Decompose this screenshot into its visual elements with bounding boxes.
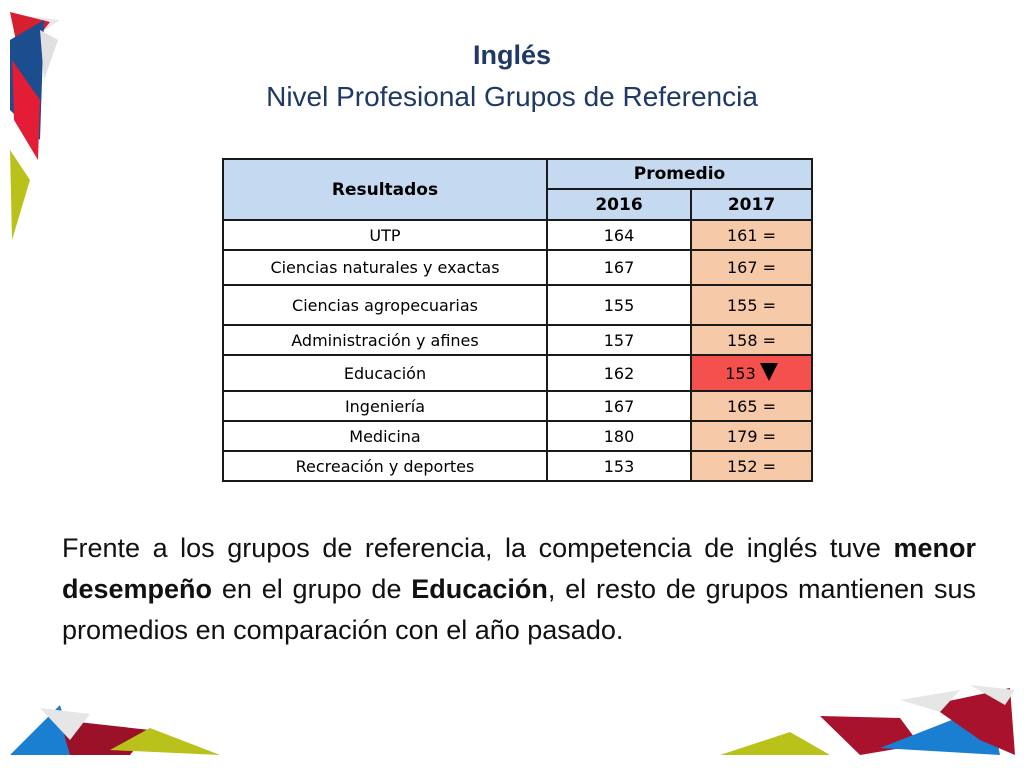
table-row	[223, 250, 812, 285]
value-2017: 158 =	[691, 325, 812, 355]
value-2016: 157	[547, 325, 691, 355]
slide-subtitle: Nivel Profesional Grupos de Referencia	[266, 81, 758, 112]
table-row	[223, 355, 812, 391]
row-name: Administración y afines	[223, 325, 547, 355]
header-year-2017: 2017	[691, 189, 812, 220]
value-2016: 164	[547, 220, 691, 250]
value-2017: 155 =	[691, 285, 812, 325]
slide-title: Inglés	[472, 40, 552, 70]
bottom-right-ornament	[720, 685, 1015, 755]
value-2017-decrease	[691, 355, 812, 391]
row-name: Ingeniería	[223, 391, 547, 421]
bottom-left-ornament	[10, 705, 220, 755]
paragraph-text: Frente a los grupos de referencia, la competencia de inglés tuve	[62, 533, 894, 563]
header-promedio: Promedio	[547, 159, 812, 189]
value-2017: 152 =	[691, 451, 812, 481]
row-name: Medicina	[223, 421, 547, 451]
table-row	[223, 325, 812, 355]
row-name: Ciencias agropecuarias	[223, 285, 547, 325]
value-2017: 161 =	[691, 220, 812, 250]
summary-paragraph	[62, 528, 976, 651]
paragraph-text: , el resto de grupos mantienen sus promedios en comparación con el año pasado.	[62, 574, 976, 645]
row-name: Educación	[223, 355, 547, 391]
value-2016: 180	[547, 421, 691, 451]
header-year-2016: 2016	[547, 189, 691, 220]
table-row	[223, 451, 812, 481]
paragraph-emphasis: menor desempeño	[62, 533, 976, 604]
paragraph-emphasis: Educación	[411, 574, 548, 604]
down-triangle-icon	[760, 363, 778, 381]
value-2016: 167	[547, 391, 691, 421]
paragraph-text: en el grupo de	[212, 574, 412, 604]
row-name: UTP	[223, 220, 547, 250]
value-2017: 167 =	[691, 250, 812, 285]
value-2016: 167	[547, 250, 691, 285]
value-2016: 155	[547, 285, 691, 325]
value-2017: 153	[725, 364, 756, 383]
value-2017: 179 =	[691, 421, 812, 451]
table-row	[223, 285, 812, 325]
value-2016: 153	[547, 451, 691, 481]
value-2016: 162	[547, 355, 691, 391]
table-row	[223, 421, 812, 451]
table-row	[223, 220, 812, 250]
header-resultados: Resultados	[223, 159, 547, 220]
row-name: Ciencias naturales y exactas	[223, 250, 547, 285]
row-name: Recreación y deportes	[223, 451, 547, 481]
table-row	[223, 391, 812, 421]
value-2017: 165 =	[691, 391, 812, 421]
results-table	[222, 158, 813, 482]
